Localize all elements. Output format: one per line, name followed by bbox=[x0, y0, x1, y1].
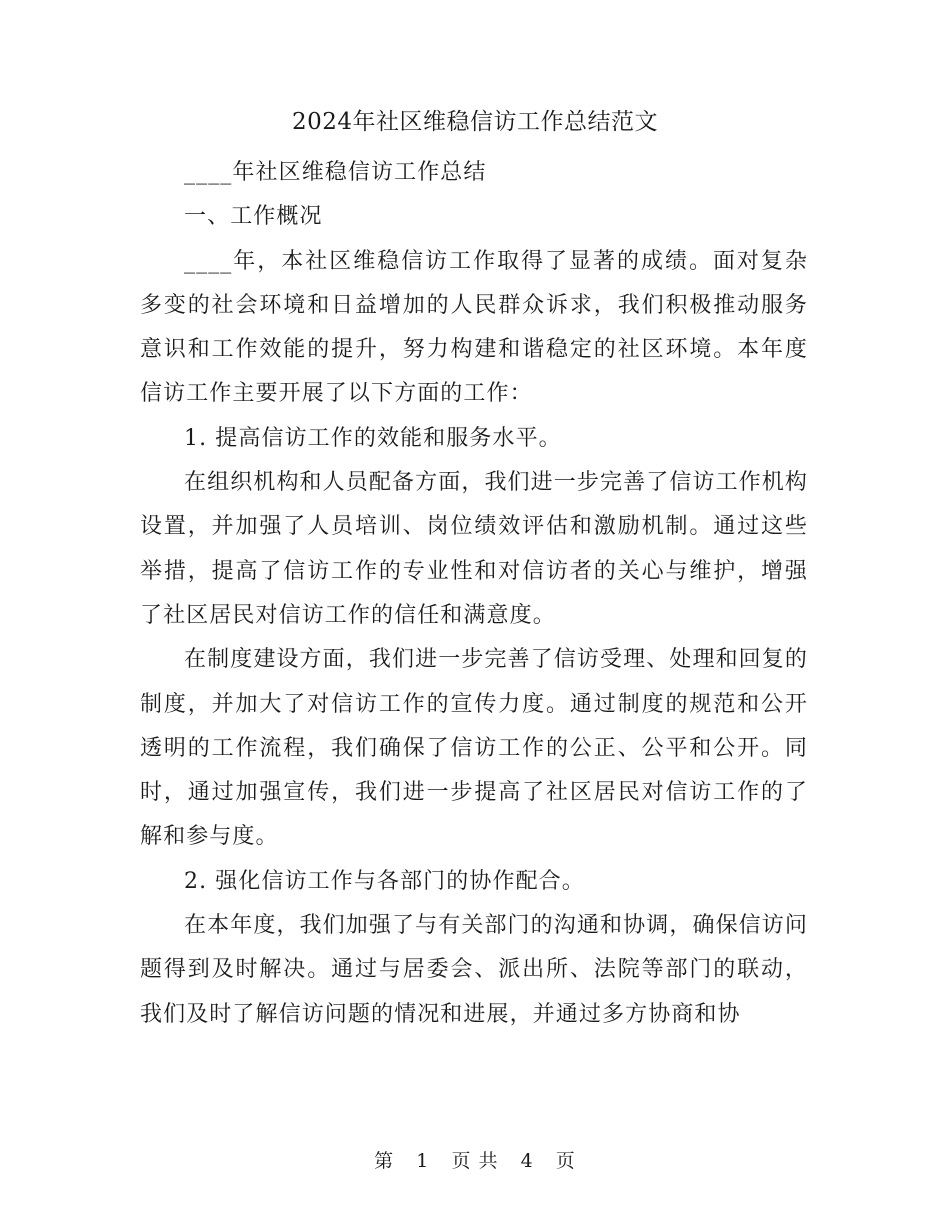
paragraph-cooperation: 在本年度，我们加强了与有关部门的沟通和协调，确保信访问题得到及时解决。通过与居委会、派出所、法院等部门的联动，我们及时了解信访问题的情况和进展，并通过多方协商和协 bbox=[140, 913, 808, 1027]
paragraph-subtitle: ____年社区维稳信访工作总结 bbox=[184, 160, 487, 185]
page-number-footer bbox=[0, 1147, 950, 1175]
page-prefix: 第 bbox=[374, 1150, 395, 1172]
paragraph-item-1-heading: 1. 提高信访工作的效能和服务水平。 bbox=[184, 425, 562, 451]
paragraph-section-heading: 一、工作概况 bbox=[184, 204, 323, 230]
paragraph-system-building: 在制度建设方面，我们进一步完善了信访受理、处理和回复的制度，并加大了对信访工作的宣传力度。通过制度的规范和公开透明的工作流程，我们确保了信访工作的公正、公平和公开。同时，通过加强宣传，我们进一步提高了社区居民对信访工作的了解和参与度。 bbox=[140, 647, 808, 850]
paragraph-organization: 在组织机构和人员配备方面，我们进一步完善了信访工作机构设置，并加强了人员培训、岗位绩效评估和激励机制。通过这些举措，提高了信访工作的专业性和对信访者的关心与维护，增强了社区居民对信访工作的信任和满意度。 bbox=[140, 470, 808, 628]
page-suffix: 页 bbox=[555, 1150, 576, 1172]
page-total: 4 bbox=[520, 1150, 534, 1172]
paragraph-overview: ____年，本社区维稳信访工作取得了显著的成绩。面对复杂多变的社会环境和日益增加的人民群众诉求，我们积极推动服务意识和工作效能的提升，努力构建和谐稳定的社区环境。本年度信访工作主要开展了以下方面的工作： bbox=[140, 248, 808, 407]
paragraph-item-2-heading: 2. 强化信访工作与各部门的协作配合。 bbox=[184, 868, 585, 894]
document-body bbox=[140, 151, 808, 1037]
document-title: 2024年社区维稳信访工作总结范文 bbox=[291, 109, 659, 135]
page-mid: 页 共 bbox=[451, 1150, 499, 1172]
page-current: 1 bbox=[416, 1150, 430, 1172]
